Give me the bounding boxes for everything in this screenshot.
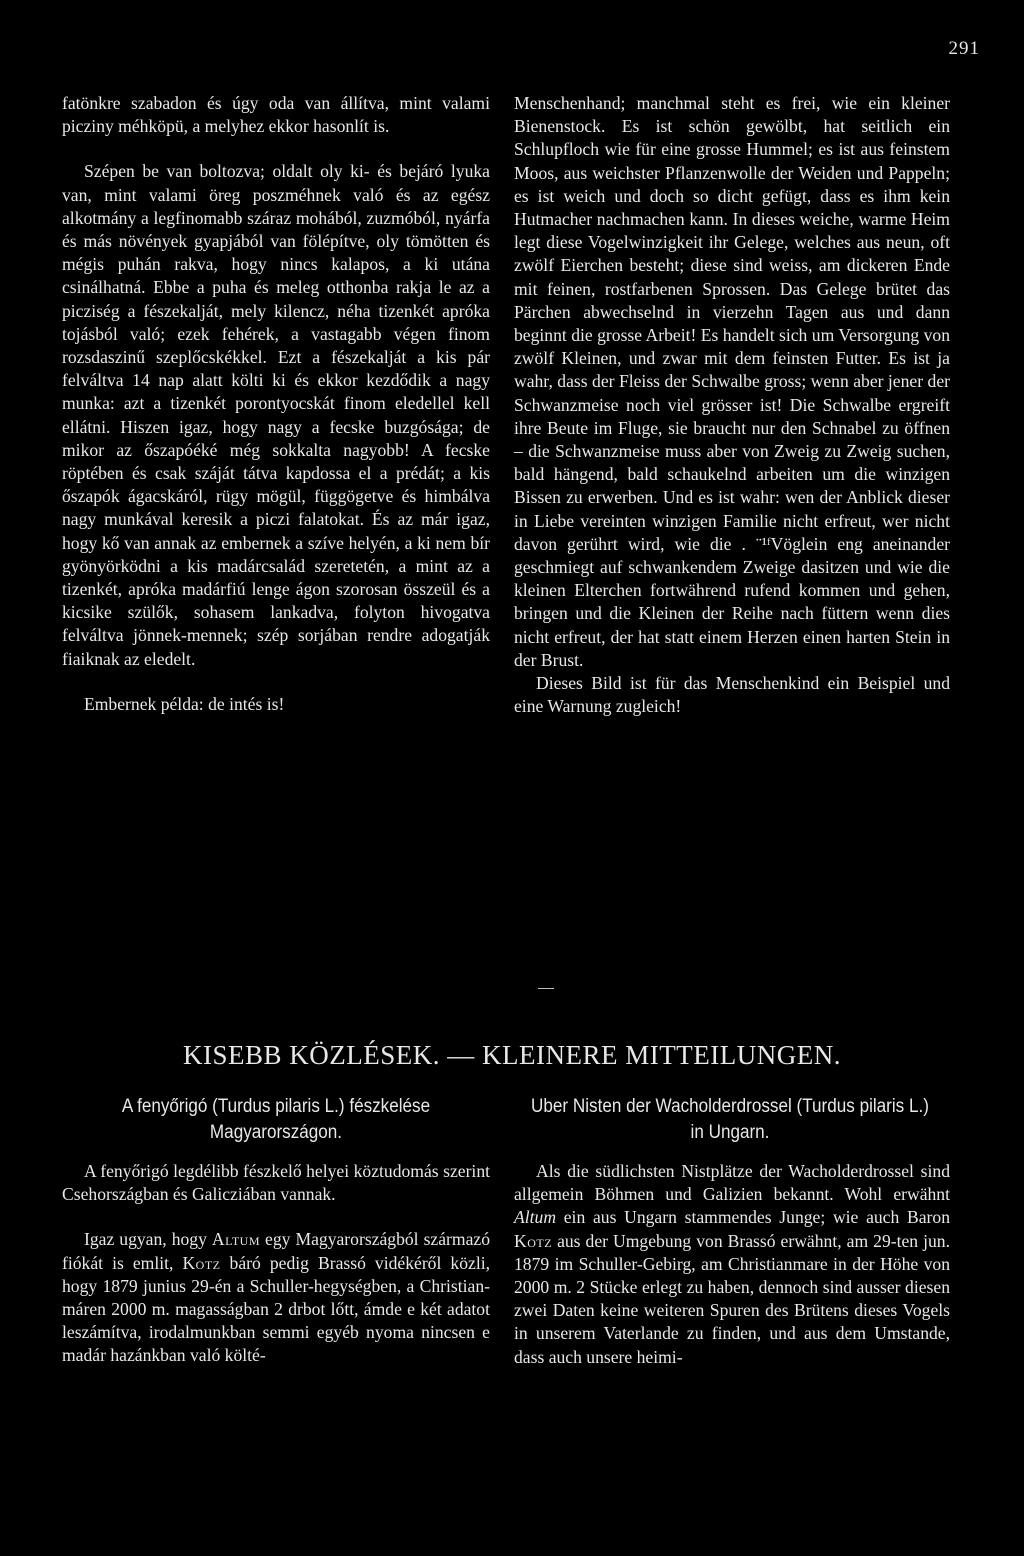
de-article-title: Uber Nisten der Wacholderdrossel (Turdus pilaris L.) in Ungarn. [531,1096,929,1143]
hu-text: egy Magyarországból származó fiókát is emlit, [62,1229,490,1273]
hu-article-title: A fenyőrigó (Turdus pilaris L.) fészkelése Magyarországon. [121,1096,431,1143]
hungarian-article-body [62,1160,490,1368]
de-text: aus der Umgebung von Brassó erwähnt, am 29-ten jun. 1879 im Schuller-Gebirg, am Christianmare in der Höhe von 2000 m. 2 Stücke erlegt zu haben, dennoch sind ausser diesen zwei Daten keine weiteren Spuren des Brütens dieses Vogels in unserem Vaterlande zu finden, und aus dem Umstande, dass auch unsere heimi- [514,1230,950,1367]
de-article-paragraph-1 [514,1160,950,1369]
author-altum: Altum [211,1229,261,1250]
german-article-body [514,1160,950,1369]
hu-paragraph-1: fatönkre szabadon és úgy oda van állítva, mint valami picziny méhköpü, a melyhez ekkor hasonlít is. [62,93,490,137]
hungarian-column-top [62,92,490,716]
hu-article-paragraph-2 [62,1228,490,1367]
de-text: ein aus Ungarn stammendes Junge; wie auch Baron [556,1207,950,1228]
hu-text: Igaz ugyan, hogy [84,1229,212,1250]
author-kotz: Kotz [514,1230,553,1251]
hu-paragraph-3: Embernek példa: de intés is! [84,693,285,714]
page-number: 291 [948,38,980,59]
de-paragraph-1: Menschenhand; manchmal steht es frei, wie ein kleiner Bienenstock. Es ist schön gewölbt, hat seitlich ein Schlupfloch wie für eine grosse Hummel; es ist aus feinstem Moos, aus weichster Pflanzenwolle der Weiden und Pappeln; es ist weich und doch so dicht gefügt, dass es ihm kein Hutmacher nachmachen kann. In dieses weiche, warme Heim legt diese Vogelwinzigkeit ihr Gelege, welches aus neun, oft zwölf Eierchen besteht; diese sind weiss, am dickeren Ende mit feinen, rostfarbenen Sprossen. Das Gelege brütet das Pärchen abwechselnd in vierzehn Tagen aus und dann beginnt die grosse Arbeit! Es handelt sich um Versorgung von zwölf Kleinen, und zwar mit dem feinsten Futter. Es ist ja wahr, dass der Fleiss der Schwalbe gross; wenn aber jener der Schwanzmeise noch viel grösser ist! Die Schwalbe ergreift ihre Beute im Fluge, sie braucht nur den Schnabel zu öffnen – die Schwanzmeise muss aber von Zweig zu Zweig suchen, bald hängend, bald schaukelnd arbeiten um die winzigen Bissen zu erwerben. Und es ist wahr: wen der Anblick dieser in Liebe vereinten winzigen Familie nicht erfreut, wer nicht davon gerührt wird, wie die . ¨¹ᶠVöglein eng aneinander geschmiegt auf schwankendem Zweige dasitzen und wie die kleinen Elterchen fortwährend rufend kommen und gehen, bringen und die Kleinen der Reihe nach füttern wenn dies nicht erfreut, der hat statt einem Herzen einen harten Stein in der Brust. [514,93,950,670]
hu-article-paragraph-1: A fenyőrigó legdélibb fészkelő helyei köztudomás szerint Csehországban és Galicziában vannak. [62,1161,490,1205]
de-paragraph-2: Dieses Bild ist für das Menschenkind ein Beispiel und eine Warnung zugleich! [514,673,950,717]
section-divider [538,988,554,989]
author-altum: Altum [514,1207,557,1228]
section-heading: KISEBB KÖZLÉSEK. — KLEINERE MITTEILUNGEN. [183,1040,841,1070]
hu-text: báró pedig Brassó vidékéről közli, hogy 1879 junius 29-én a Schuller-hegységben, a Christian-máren 2000 m. magasságban 2 drbot lőtt, ámde e két adatot leszámítva, irodalmunkban semmi egyéb nyoma nincsen e madár hazánkban való költé- [62,1252,490,1366]
author-kotz: Kotz [182,1252,221,1273]
de-text: Als die südlichsten Nistplätze der Wacholderdrossel sind allgemein Böhmen und Galizien bekannt. Wohl erwähnt [514,1161,950,1205]
german-column-top [514,92,950,718]
hu-paragraph-2: Szépen be van boltozva; oldalt oly ki- és bejáró lyuka van, mint valami öreg poszméhnek való és az egész alkotmány a legfinomabb száraz mohából, zuzmóból, nyárfa és más növények gyapjából van fölépítve, oly tömötten és mégis puhán rakva, hogy nincs kalapos, a ki utána csinálhatná. Ebbe a puha és meleg otthonba rakja le az a picziség a fészekalját, mely kilencz, néha tizenkét apróka tojásból való; ezek fehérek, a vastagabb végen finom rozsdaszinű szeplőcskékkel. Ezt a fészekalját a kis pár felváltva 14 nap alatt költi ki és ekkor kezdődik a nagy munka: azt a tizenkét porontyocskát finom eledellel kell ellátni. Hiszen igaz, hogy nagy a fecske buzgósága; de mikor az őszapóéké még sokkalta nagyobb! A fecske röptében és csak száját tátva kapdossa el a prédát; a kis őszapók ágacskáról, rügy mögül, függögetve és himbálva nagy munkával keresik a piczi falatokat. És az már igaz, hogy kő van annak az embernek a szíve helyén, a ki nem bír gyönyörködni a kis madárcsalád szeretetén, a mint az a tizenkét, apróka madárfiú lenge ágon szorosan összeül és a kicsike szülők, sohasem lankadva, folyton hivogatva felváltva jönnek-mennek; szép sorjában rendre adogatják fiaiknak az eledelt. [62,161,490,669]
